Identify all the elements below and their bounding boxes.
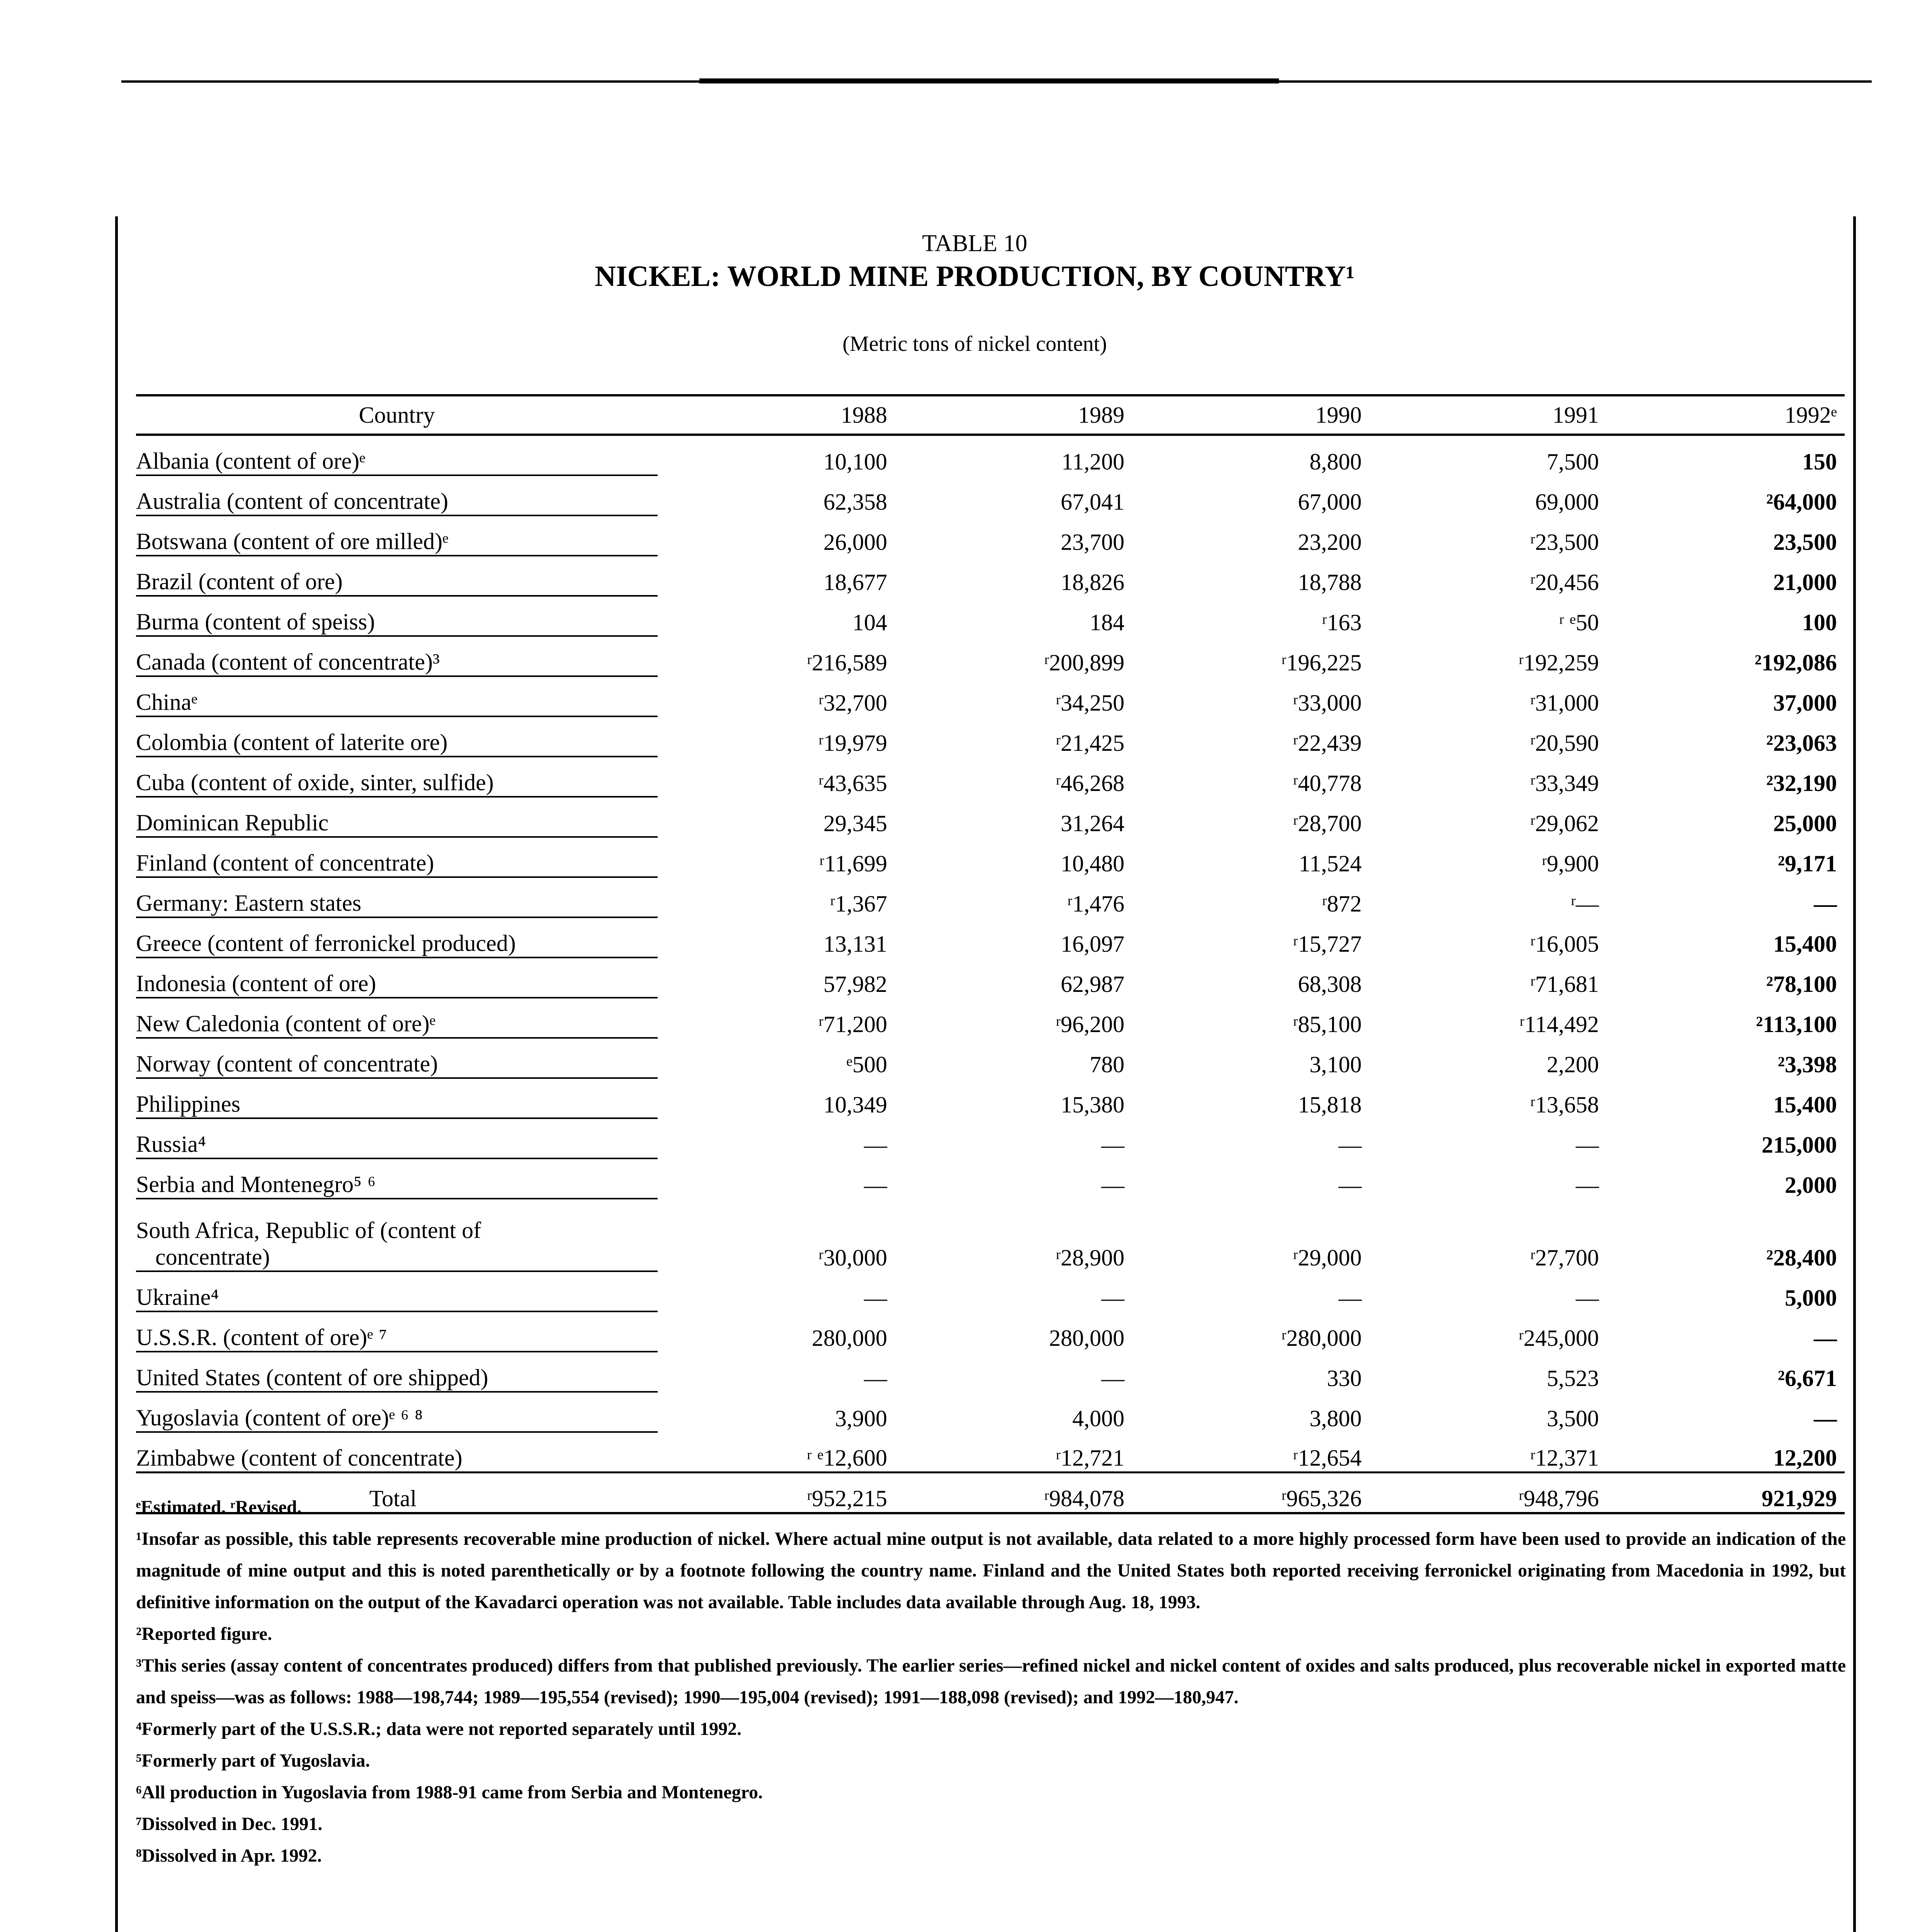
value-cell: — bbox=[1338, 1132, 1362, 1158]
value-cell: 57,982 bbox=[823, 971, 887, 997]
value-cell: 3,900 bbox=[835, 1406, 887, 1431]
value-cell: ʳ20,456 bbox=[1530, 570, 1599, 595]
value-cell: ²9,171 bbox=[1778, 851, 1837, 876]
table-row bbox=[136, 596, 1845, 636]
total-value-cell: ʳ965,326 bbox=[1132, 1473, 1369, 1514]
country-name: Botswana (content of ore milled)ᵉ bbox=[136, 529, 449, 554]
value-cell: ʳ29,000 bbox=[1293, 1245, 1362, 1270]
value-cell: 25,000 bbox=[1773, 811, 1837, 836]
value-cell: 26,000 bbox=[823, 529, 887, 555]
value-cell: ʳ12,371 bbox=[1530, 1445, 1599, 1471]
table-row bbox=[136, 1199, 1845, 1271]
value-cell: 3,800 bbox=[1310, 1406, 1362, 1431]
value-cell: 68,308 bbox=[1298, 971, 1362, 997]
value-cell: 15,818 bbox=[1298, 1092, 1362, 1117]
country-cell bbox=[136, 556, 658, 596]
country-name: Serbia and Montenegro⁵ ⁶ bbox=[136, 1172, 376, 1197]
table-row bbox=[136, 475, 1845, 515]
value-cell: 4,000 bbox=[1072, 1406, 1124, 1431]
value-cell: ᵉ500 bbox=[846, 1052, 887, 1077]
table-row bbox=[136, 636, 1845, 676]
value-cell: ²3,398 bbox=[1778, 1052, 1837, 1077]
country-cell bbox=[136, 515, 658, 556]
value-cell: ʳ13,658 bbox=[1530, 1092, 1599, 1117]
value-cell: ʳ280,000 bbox=[1281, 1325, 1362, 1351]
country-cell bbox=[136, 716, 658, 757]
value-cell: 7,500 bbox=[1547, 449, 1599, 474]
value-cell: 13,131 bbox=[823, 931, 887, 957]
value-cell: ʳ21,425 bbox=[1055, 730, 1124, 756]
value-cell: 10,100 bbox=[823, 449, 887, 474]
country-cell bbox=[136, 596, 658, 636]
header-row bbox=[136, 395, 1845, 435]
value-cell: ʳ196,225 bbox=[1281, 650, 1362, 675]
value-cell: ʳ ᵉ50 bbox=[1559, 610, 1599, 635]
value-cell: 280,000 bbox=[812, 1325, 887, 1351]
value-cell: ʳ1,367 bbox=[830, 891, 887, 917]
country-name: Australia (content of concentrate) bbox=[136, 488, 448, 514]
value-cell: 150 bbox=[1802, 449, 1837, 474]
value-cell: ²64,000 bbox=[1766, 489, 1837, 515]
value-cell: — bbox=[1814, 891, 1837, 917]
value-cell: 280,000 bbox=[1049, 1325, 1124, 1351]
value-cell: ²113,100 bbox=[1756, 1012, 1837, 1037]
value-cell: ʳ40,778 bbox=[1293, 770, 1362, 796]
country-cell bbox=[136, 877, 658, 917]
table-number: TABLE 10 bbox=[922, 230, 1027, 257]
value-cell: — bbox=[1338, 1285, 1362, 1311]
value-cell: ʳ9,900 bbox=[1541, 851, 1599, 876]
value-cell: ʳ20,590 bbox=[1530, 730, 1599, 756]
value-cell: 29,345 bbox=[823, 811, 887, 836]
country-cell bbox=[136, 1078, 658, 1118]
value-cell: ²78,100 bbox=[1766, 971, 1837, 997]
footnotes bbox=[136, 1492, 1846, 1872]
value-cell: — bbox=[1576, 1132, 1599, 1158]
value-cell: 2,000 bbox=[1785, 1172, 1837, 1198]
value-cell: ʳ872 bbox=[1321, 891, 1362, 917]
column-header-1991: 1991 bbox=[1553, 402, 1599, 428]
value-cell: ʳ96,200 bbox=[1055, 1012, 1124, 1037]
country-cell bbox=[136, 1352, 658, 1392]
right-border-line bbox=[1853, 216, 1856, 1932]
value-cell: 62,987 bbox=[1061, 971, 1124, 997]
country-name: Finland (content of concentrate) bbox=[136, 850, 434, 876]
table-row bbox=[136, 957, 1845, 998]
table-row bbox=[136, 676, 1845, 716]
country-name: Germany: Eastern states bbox=[136, 890, 362, 916]
value-cell: ʳ27,700 bbox=[1530, 1245, 1599, 1270]
country-cell bbox=[136, 797, 658, 837]
value-cell: ʳ114,492 bbox=[1519, 1012, 1599, 1037]
value-cell: ʳ163 bbox=[1321, 610, 1362, 635]
value-cell: ʳ ᵉ12,600 bbox=[806, 1445, 887, 1471]
value-cell: 100 bbox=[1802, 610, 1837, 635]
country-cell bbox=[136, 1271, 658, 1311]
value-cell: 69,000 bbox=[1535, 489, 1599, 515]
country-cell bbox=[136, 475, 658, 515]
column-header-1992: 1992ᵉ bbox=[1784, 402, 1837, 428]
value-cell: 11,524 bbox=[1299, 851, 1362, 876]
footnote-7: ⁷Dissolved in Dec. 1991. bbox=[136, 1814, 323, 1834]
country-cell bbox=[136, 837, 658, 877]
value-cell: ʳ31,000 bbox=[1530, 690, 1599, 716]
table-row bbox=[136, 917, 1845, 957]
value-cell: ʳ30,000 bbox=[818, 1245, 887, 1270]
country-cell bbox=[136, 1158, 658, 1199]
value-cell: 10,480 bbox=[1061, 851, 1124, 876]
country-cell bbox=[136, 998, 658, 1038]
value-cell: ʳ216,589 bbox=[806, 650, 887, 675]
table-row bbox=[136, 716, 1845, 757]
footnote-2: ²Reported figure. bbox=[136, 1624, 272, 1644]
value-cell: ʳ22,439 bbox=[1293, 730, 1362, 756]
value-cell: — bbox=[1576, 1285, 1599, 1311]
total-value-cell: 921,929 bbox=[1607, 1473, 1845, 1514]
value-cell: 11,200 bbox=[1061, 449, 1124, 474]
table-row bbox=[136, 757, 1845, 797]
value-cell: — bbox=[864, 1172, 887, 1198]
country-name: Greece (content of ferronickel produced) bbox=[136, 930, 516, 956]
value-cell: ʳ46,268 bbox=[1055, 770, 1124, 796]
value-cell: ²192,086 bbox=[1755, 650, 1837, 675]
footnote-3: ³This series (assay content of concentrates produced) differs from that published previously. The earlier series—refined nickel and nickel content of oxides and salts produced, plus recoverable nickel in exported matte and speiss—was as follows: 1988—198,744; 1989—195,554 (revised); 1990—195,004 (revised); 1991—188,098 (revised); and 1992—180,947. bbox=[136, 1655, 1846, 1708]
value-cell: ʳ15,727 bbox=[1293, 931, 1362, 957]
value-cell: 184 bbox=[1090, 610, 1124, 635]
value-cell: ʳ71,200 bbox=[818, 1012, 887, 1037]
footnote-8: ⁸Dissolved in Apr. 1992. bbox=[136, 1845, 322, 1866]
value-cell: — bbox=[1101, 1172, 1124, 1198]
value-cell: 23,700 bbox=[1061, 529, 1124, 555]
value-cell: 15,400 bbox=[1773, 1092, 1837, 1117]
column-header-1988: 1988 bbox=[841, 402, 887, 428]
table-row bbox=[136, 1432, 1845, 1473]
value-cell: — bbox=[1101, 1285, 1124, 1311]
value-cell: 8,800 bbox=[1310, 449, 1362, 474]
total-value-cell: ʳ948,796 bbox=[1369, 1473, 1607, 1514]
value-cell: — bbox=[864, 1366, 887, 1391]
value-cell: 23,500 bbox=[1773, 529, 1837, 555]
column-header-1990: 1990 bbox=[1315, 402, 1362, 428]
value-cell: 5,523 bbox=[1547, 1366, 1599, 1391]
value-cell: ²23,063 bbox=[1766, 730, 1837, 756]
country-name: Yugoslavia (content of ore)ᵉ ⁶ ⁸ bbox=[136, 1405, 423, 1430]
footnote-1: ¹Insofar as possible, this table represents recoverable mine production of nickel. Where actual mine output is not available, data related to a more highly processed form have been used to provide an indication of the magnitude of mine output and this is noted parenthetically or by a footnote following the country name. Finland and the United States both reported receiving ferronickel originating from Macedonia in 1992, but definitive information on the output of the Kavadarci operation was not available. Table includes data available through Aug. 18, 1993. bbox=[136, 1529, 1846, 1612]
value-cell: 2,200 bbox=[1547, 1052, 1599, 1077]
value-cell: — bbox=[1101, 1366, 1124, 1391]
country-cell bbox=[136, 1199, 658, 1271]
table-row bbox=[136, 837, 1845, 877]
total-label: Total bbox=[136, 1473, 658, 1514]
country-name: Canada (content of concentrate)³ bbox=[136, 649, 440, 675]
footnote-6: ⁶All production in Yugoslavia from 1988-91 came from Serbia and Montenegro. bbox=[136, 1782, 763, 1803]
value-cell: 21,000 bbox=[1773, 570, 1837, 595]
value-cell: — bbox=[1576, 1172, 1599, 1198]
value-cell: — bbox=[1814, 1325, 1837, 1351]
value-cell: 780 bbox=[1090, 1052, 1124, 1077]
country-cell bbox=[136, 1038, 658, 1078]
table-row bbox=[136, 877, 1845, 917]
table-row bbox=[136, 1392, 1845, 1432]
country-name: Brazil (content of ore) bbox=[136, 569, 343, 594]
country-name: New Caledonia (content of ore)ᵉ bbox=[136, 1011, 436, 1036]
value-cell: 18,677 bbox=[823, 570, 887, 595]
country-cell bbox=[136, 1432, 658, 1473]
country-name: Zimbabwe (content of concentrate) bbox=[136, 1445, 463, 1471]
total-value-cell: ʳ984,078 bbox=[895, 1473, 1132, 1514]
value-cell: — bbox=[864, 1132, 887, 1158]
value-cell: 3,500 bbox=[1547, 1406, 1599, 1431]
table-row bbox=[136, 1352, 1845, 1392]
table-row bbox=[136, 556, 1845, 596]
value-cell: 18,788 bbox=[1298, 570, 1362, 595]
country-name: Philippines bbox=[136, 1091, 241, 1117]
value-cell: 15,400 bbox=[1773, 931, 1837, 957]
country-cell bbox=[136, 636, 658, 676]
value-cell: ʳ245,000 bbox=[1518, 1325, 1599, 1351]
value-cell: ʳ28,700 bbox=[1293, 811, 1362, 836]
table-row bbox=[136, 1038, 1845, 1078]
value-cell: ʳ33,349 bbox=[1530, 770, 1599, 796]
country-name: United States (content of ore shipped) bbox=[136, 1365, 488, 1390]
country-cell bbox=[136, 1118, 658, 1158]
value-cell: — bbox=[1338, 1172, 1362, 1198]
value-cell: ʳ32,700 bbox=[818, 690, 887, 716]
value-cell: ʳ33,000 bbox=[1293, 690, 1362, 716]
country-cell bbox=[136, 435, 658, 475]
column-header-1989: 1989 bbox=[1078, 402, 1124, 428]
country-name: Albania (content of ore)ᵉ bbox=[136, 448, 366, 474]
value-cell: ʳ12,654 bbox=[1293, 1445, 1362, 1471]
value-cell: 67,000 bbox=[1298, 489, 1362, 515]
country-name: Colombia (content of laterite ore) bbox=[136, 730, 448, 755]
value-cell: 5,000 bbox=[1785, 1285, 1837, 1311]
country-cell bbox=[136, 676, 658, 716]
value-cell: 10,349 bbox=[823, 1092, 887, 1117]
value-cell: 3,100 bbox=[1310, 1052, 1362, 1077]
value-cell: 15,380 bbox=[1061, 1092, 1124, 1117]
value-cell: — bbox=[1814, 1406, 1837, 1431]
column-header-country: Country bbox=[359, 402, 435, 428]
table-row bbox=[136, 797, 1845, 837]
country-name: Cuba (content of oxide, sinter, sulfide) bbox=[136, 770, 494, 795]
table-row bbox=[136, 1118, 1845, 1158]
value-cell: 67,041 bbox=[1061, 489, 1124, 515]
table-row bbox=[136, 1271, 1845, 1311]
production-table bbox=[136, 394, 1845, 1514]
value-cell: 330 bbox=[1327, 1366, 1362, 1391]
table-row bbox=[136, 1311, 1845, 1352]
table-row bbox=[136, 998, 1845, 1038]
value-cell: 62,358 bbox=[823, 489, 887, 515]
country-name: U.S.S.R. (content of ore)ᵉ ⁷ bbox=[136, 1325, 387, 1350]
value-cell: 31,264 bbox=[1061, 811, 1124, 836]
country-name: Burma (content of speiss) bbox=[136, 609, 375, 634]
value-cell: ʳ28,900 bbox=[1055, 1245, 1124, 1270]
value-cell: ²32,190 bbox=[1766, 770, 1837, 796]
country-name: Norway (content of concentrate) bbox=[136, 1051, 438, 1077]
country-cell bbox=[136, 917, 658, 957]
value-cell: 104 bbox=[852, 610, 887, 635]
footnote-4: ⁴Formerly part of the U.S.S.R.; data were not reported separately until 1992. bbox=[136, 1719, 742, 1739]
table-row bbox=[136, 515, 1845, 556]
country-cell bbox=[136, 757, 658, 797]
value-cell: ²6,671 bbox=[1778, 1366, 1837, 1391]
value-cell: 215,000 bbox=[1762, 1132, 1837, 1158]
value-cell: ²28,400 bbox=[1766, 1245, 1837, 1270]
country-cell bbox=[136, 957, 658, 998]
value-cell: ʳ1,476 bbox=[1067, 891, 1124, 917]
country-name: Chinaᵉ bbox=[136, 689, 197, 715]
top-rule-accent bbox=[699, 78, 1279, 83]
value-cell: ʳ71,681 bbox=[1530, 971, 1599, 997]
value-cell: ʳ192,259 bbox=[1518, 650, 1599, 675]
value-cell: ʳ23,500 bbox=[1530, 529, 1599, 555]
footnote-5: ⁵Formerly part of Yugoslavia. bbox=[136, 1750, 370, 1771]
value-cell: ʳ43,635 bbox=[818, 770, 887, 796]
country-name: Indonesia (content of ore) bbox=[136, 971, 376, 996]
left-border-line bbox=[115, 216, 118, 1932]
value-cell: 23,200 bbox=[1298, 529, 1362, 555]
value-cell: ʳ12,721 bbox=[1055, 1445, 1124, 1471]
table-title: NICKEL: WORLD MINE PRODUCTION, BY COUNTRY¹ bbox=[595, 260, 1355, 293]
value-cell: ʳ200,899 bbox=[1044, 650, 1124, 675]
value-cell: 37,000 bbox=[1773, 690, 1837, 716]
value-cell: ʳ— bbox=[1570, 891, 1599, 917]
value-cell: — bbox=[864, 1285, 887, 1311]
footnote-estimated: ᵉEstimated. ʳRevised. bbox=[136, 1497, 302, 1517]
value-cell: ʳ16,005 bbox=[1530, 931, 1599, 957]
country-cell bbox=[136, 1311, 658, 1352]
table-row bbox=[136, 435, 1845, 475]
value-cell: 12,200 bbox=[1773, 1445, 1837, 1471]
country-name: Dominican Republic bbox=[136, 810, 329, 835]
value-cell: 16,097 bbox=[1061, 931, 1124, 957]
country-name: Ukraine⁴ bbox=[136, 1284, 219, 1310]
value-cell: 18,826 bbox=[1061, 570, 1124, 595]
value-cell: — bbox=[1101, 1132, 1124, 1158]
value-cell: ʳ29,062 bbox=[1530, 811, 1599, 836]
value-cell: ʳ11,699 bbox=[819, 851, 887, 876]
table-row bbox=[136, 1078, 1845, 1118]
country-name: South Africa, Republic of (content of bbox=[136, 1218, 481, 1243]
table-subtitle: (Metric tons of nickel content) bbox=[842, 332, 1107, 356]
value-cell: ʳ34,250 bbox=[1055, 690, 1124, 716]
table-row bbox=[136, 1158, 1845, 1199]
country-cell bbox=[136, 1392, 658, 1432]
country-name: Russia⁴ bbox=[136, 1131, 206, 1157]
value-cell: ʳ85,100 bbox=[1293, 1012, 1362, 1037]
total-value-cell: ʳ952,215 bbox=[658, 1473, 895, 1514]
value-cell: ʳ19,979 bbox=[818, 730, 887, 756]
country-name-continued: concentrate) bbox=[155, 1244, 270, 1270]
